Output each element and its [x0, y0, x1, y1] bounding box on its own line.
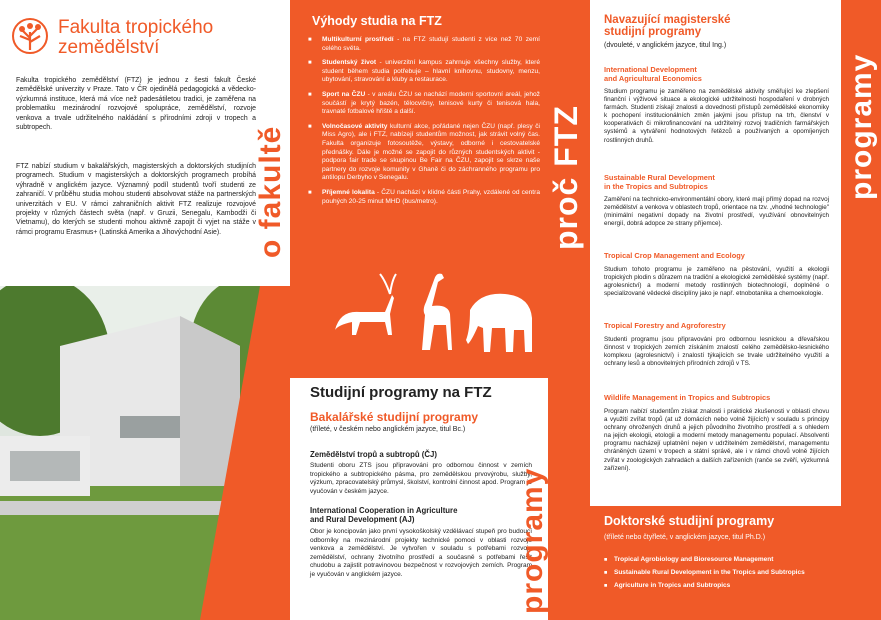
program-zts-text: Studenti oboru ZTS jsou připravováni pro odbornou činnost v zemích tropického a subtropického pásma, pro zemědělskou prvovýrobu, služby, výzkum, zpracovatelský průmysl, školství, kontrolní činnost apod. Program je vyučován v českém jazyce.: [310, 462, 532, 495]
panel-about-faculty: [0, 0, 290, 620]
advantages-title: Výhody studia na FTZ: [312, 14, 442, 28]
faculty-name-line1: Fakulta tropického: [58, 17, 214, 38]
bachelor-programs-title: Bakalářské studijní programy: [310, 410, 479, 424]
master-programs-title-line2: studijní programy: [604, 26, 702, 38]
program-text: Program nabízí studentům získat znalosti i praktické zkušenosti v oblasti chovu a využití zvířat tropů (at už domácích nebo volně žijících) v souladu s principy ochrany ohrožených druhů a jejich původního životního prostředí a s ohledem na jejich ekologii, etologii a moderní metody managementu populací. Absolventi programu nacházejí uplatnění nejen v udržitelném zemědělství, managementu chráněných území v tropech a státní správě, ale i v rámci chovů volně žijících zvířat v zoologických zahradách a dalších zařízeních (ranče se zvěří, výzkumná zařízení).: [604, 408, 829, 472]
program-text: Studium programu je zaměřeno na zemědělské aktivity směřující ke zlepšení finanční i výživové situace a ekologické udržitelnosti hospodaření v drobných farmách. Studenti získají znalosti a dovednosti přístupů zemědělské ekonomiky k pochopení institucionálních změn jakými jsou přístup na trh, členství v kooperativách či mikrofinancování na udržitelný rozvoj tradičních farmářských systémů a vytváření hodnotových řetězců a používaných a opomíjených rostlinných druhů.: [604, 88, 829, 144]
advantage-text: - ČZU nachází v klidné části Prahy, vzdálené od centra pouhých 20-25 minut MHD (bus/metro).: [322, 188, 540, 205]
program-text: Studium tohoto programu je zaměřeno na pěstování, využití a ekologii tropických plodin s důrazem na tradiční a ekologické zemědělské systémy (např. agrolesnictví) a moderní metody rostlinných biotechnologií, doplněné o specializované vědecké disciplíny jako je např. etnobotanika a chemoekologie.: [604, 266, 829, 298]
vertical-heading-o-fakulte: o fakultě: [254, 125, 287, 258]
program-zts-title: Zemědělství tropů a subtropů (ČJ): [310, 450, 437, 459]
advantage-text: kulturní akce, pořádané nejen ČZU (např. plesy či Miss Agro), ale i FTZ, nabízejí studentům možnost, jak strávit volný čas. Fakulta organizuje fotosoutěže, výstavy, odborné i cestovatelské přednášky. Dále je možné se zapojit do různých studentských aktivit - podpora fair trade se skupinou Be Fair na ČZU, zapojit se skrze naše partnery do rozvoje komunity v Ghaně či do záchranného programu pro antilopu Derbyho v Senegalu.: [322, 122, 541, 182]
doctoral-programs-subtitle: (tříleté nebo čtyřleté, v anglickém jazyce, titul Ph.D.): [604, 534, 766, 541]
intro-paragraph-2: FTZ nabízí studium v bakalářských, magisterských a doktorských studijních programech. Studium v magisterských a doktorských programech probíhá výhradně v anglickém jazyce. Významný podíl studentů tvoří studenti ze zahraničí. V průběhu studia mohou studenti absolvovat stáže na partnerských univerzitách v EU. V rámci zahraničních aktivit FTZ realizuje rozvojové projekty v různých částech světa (např. v Gruzii, Senegalu, Kambodži či Vietnamu), do kterých se studenti mohou aktivně zapojit či vyjet na stáže v rámci programu Erasmus+ (Latinská Amerika a Jihovýchodní Asie).: [16, 163, 256, 236]
program-title: [604, 174, 715, 191]
vertical-heading-proc-ftz: proč FTZ: [548, 105, 584, 250]
animals-silhouette-illustration: [330, 270, 540, 360]
doctoral-programs-box: [590, 506, 881, 620]
advantage-label: Multikulturní prostředí: [322, 36, 394, 43]
advantage-label: Volnočasové aktivity: [322, 122, 388, 130]
program-title: Wildlife Management in Tropics and Subtropics: [604, 393, 771, 402]
advantage-text: - univerzitní kampus zahrnuje všechny služby, které student během studia potřebuje – hlavní knihovnu, studovny, menzu, ubytování, stravování a kluby a restaurace.: [322, 59, 540, 84]
advantage-label: Sport na ČZU: [322, 90, 366, 98]
advantages-list: [308, 36, 540, 212]
master-programs-title: [604, 14, 731, 38]
advantage-text: - na FTZ studují studenti z více než 70 zemí celého světa.: [322, 36, 540, 52]
list-item: [308, 189, 540, 206]
program-title: Tropical Crop Management and Ecology: [604, 251, 745, 260]
study-programs-box: [290, 378, 548, 620]
list-item: [308, 91, 540, 117]
program-title-line2: in the Tropics and Subtropics: [604, 181, 708, 191]
list-item: ■ Sustainable Rural Development in the Tropics and Subtropics: [604, 569, 824, 577]
panel-why-ftz: [290, 0, 590, 620]
program-icard-title-line2: and Rural Development (AJ): [310, 515, 415, 524]
list-item: ■ Tropical Agrobiology and Bioresource Management: [604, 556, 824, 564]
advantage-text: - v areálu ČZU se nachází moderní sportovní areál, jehož součástí je krytý bazén, tělocvičny, tenisové kurty či tenisová hala, travnaté fotbalové hřiště a další.: [322, 90, 540, 116]
list-item: [308, 123, 540, 183]
bachelor-programs-subtitle: (tříleté, v českém nebo anglickém jazyce, titul Bc.): [310, 426, 466, 433]
faculty-name-line2: zemědělství: [58, 37, 160, 58]
list-item: [308, 36, 540, 53]
doctoral-programs-list: [604, 556, 824, 595]
advantage-label: Příjemné lokalita: [322, 188, 375, 196]
program-text: Zaměření na technicko-environmentální obory, které mají přímý dopad na rozvoj zemědělství a venkova v oblastech tropů, orientace na tzv. „vhodné technologie" (minimální negativní dopady na životní prostředí, využívání obnovitelných energií, dobrá adopce ze strany příjemce).: [604, 196, 829, 228]
faculty-building-photo: [0, 286, 290, 620]
intro-paragraph-1: Fakulta tropického zemědělství (FTZ) je jednou z šesti fakult České zemědělské univerzity v Praze. Tato v ČR ojedinělá pedagogická a vědecko-výzkumná instituce, která má více než padesátiletou tradici, je zaměřena na problematiku mezinárodní rozvojové spolupráce, zemědělství, rozvoje venkova a trvale udržitelného nakládání s přírodními zdroji v tropech a subtropech.: [16, 77, 256, 132]
faculty-name: [58, 18, 213, 58]
list-item: [308, 59, 540, 85]
advantage-label: Studentský život: [322, 59, 377, 67]
master-programs-subtitle: (dvouleté, v anglickém jazyce, titul Ing.): [604, 42, 727, 49]
vertical-heading-programy: programy: [516, 467, 549, 614]
panel-master-programs: [590, 0, 881, 620]
program-title-line1: Sustainable Rural Development: [604, 173, 715, 182]
faculty-logo: [10, 14, 270, 60]
tree-logo-icon: [10, 16, 50, 56]
program-title: Tropical Forestry and Agroforestry: [604, 321, 726, 330]
study-programs-title: Studijní programy na FTZ: [310, 384, 492, 401]
program-icard-title-line1: International Cooperation in Agriculture: [310, 506, 458, 515]
master-programs-title-line1: Navazující magisterské: [604, 14, 731, 26]
doctoral-programs-title: Doktorské studijní programy: [604, 514, 775, 528]
vertical-heading-programy-2: programy: [845, 53, 878, 200]
program-icard-text: Obor je koncipován jako první vysokoškolský vzdělávací stupeň pro budoucí odborníky na mezinárodní projekty technické pomoci v oblasti rozvoje venkova a zemědělství. Je vytvořen v souladu s potřebami rozvoje zemědělství, ochrany životního prostředí a současně s potřebami řešit chudobu a zajistit potravinovou bezpečnost v rozvojových zemích. Program je vyučován v anglickém jazyce.: [310, 528, 532, 578]
program-title-line2: and Agricultural Economics: [604, 73, 702, 83]
program-text: Studenti programu jsou připravováni pro odbornou lesnickou a dřevařskou činnost v tropických zemích získáním znalostí celého zemědělsko-lesnického komplexu (agrolesnictví) i znalostí týkajících se trvale udržitelného využití a ochrany lesů a obnovitelných přírodních zdrojů v TS.: [604, 336, 829, 368]
program-title: [604, 66, 702, 83]
program-title-line1: International Development: [604, 65, 697, 74]
list-item: ■ Agriculture in Tropics and Subtropics: [604, 582, 824, 590]
